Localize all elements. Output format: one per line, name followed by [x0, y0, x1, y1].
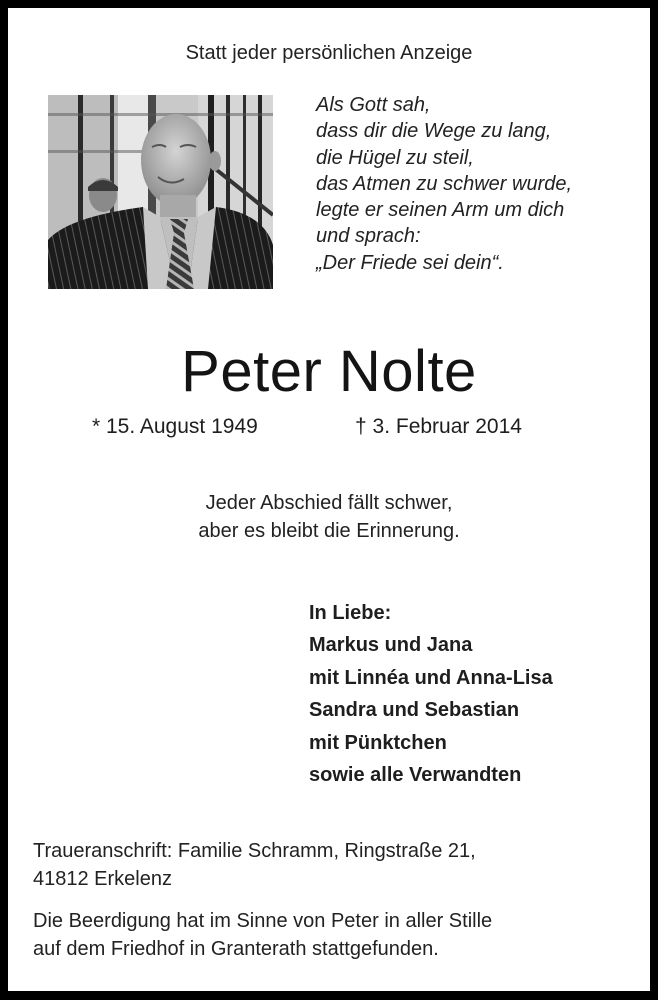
- notice-heading: Statt jeder persönlichen Anzeige: [185, 42, 473, 64]
- burial-note: [33, 907, 492, 963]
- mourner-line: mit Linnéa und Anna-Lisa: [309, 666, 553, 689]
- address-line: Traueranschrift: Familie Schramm, Ringstraße 21,: [33, 840, 476, 862]
- mourners-heading: In Liebe:: [309, 602, 392, 624]
- poem-line: „Der Friede sei dein“.: [316, 251, 504, 274]
- mourning-address: [33, 837, 476, 893]
- burial-line: auf dem Friedhof in Granterath stattgefunden.: [33, 938, 439, 960]
- birth-date: * 15. August 1949: [92, 415, 258, 438]
- quote-line: Jeder Abschied fällt schwer,: [205, 492, 453, 514]
- poem-line: das Atmen zu schwer wurde,: [316, 172, 573, 195]
- deceased-name: Peter Nolte: [181, 339, 477, 404]
- burial-line: Die Beerdigung hat im Sinne von Peter in aller Stille: [33, 910, 493, 932]
- address-line: 41812 Erkelenz: [33, 868, 172, 890]
- mourner-line: Sandra und Sebastian: [309, 699, 520, 722]
- poem-line: und sprach:: [316, 225, 421, 248]
- poem-line: Als Gott sah,: [316, 94, 431, 116]
- death-date: † 3. Februar 2014: [355, 415, 522, 438]
- poem-line: die Hügel zu steil,: [316, 146, 474, 169]
- mourner-line: mit Pünktchen: [309, 731, 447, 754]
- poem: [316, 92, 572, 276]
- farewell-quote: [8, 489, 650, 545]
- mourner-line: Markus und Jana: [309, 634, 473, 657]
- poem-line: dass dir die Wege zu lang,: [316, 120, 552, 143]
- poem-line: legte er seinen Arm um dich: [316, 199, 565, 222]
- mourner-line: sowie alle Verwandten: [309, 764, 522, 787]
- obituary-card: [8, 8, 650, 991]
- portrait-photo: [48, 95, 273, 289]
- mourners-list: [309, 597, 553, 791]
- quote-line: aber es bleibt die Erinnerung.: [198, 520, 460, 542]
